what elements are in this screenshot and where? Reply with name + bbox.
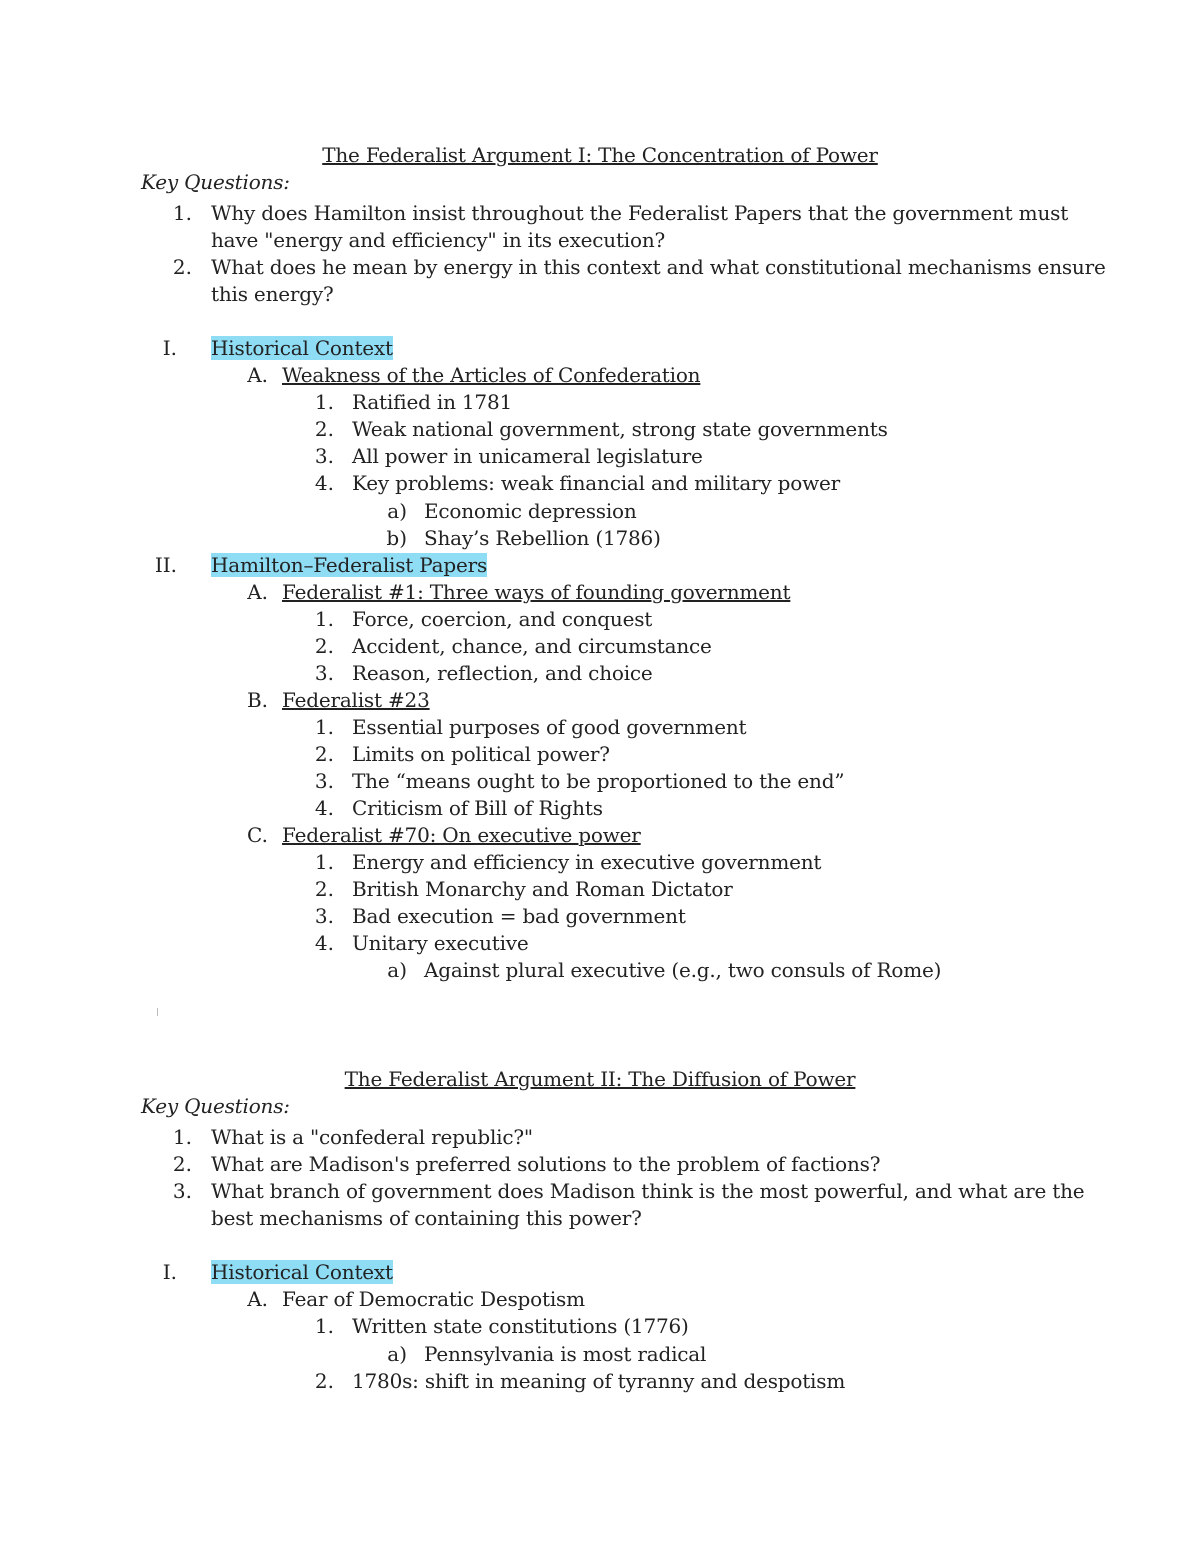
outline-subitem-letter: a) — [387, 958, 407, 982]
outline-subitem: Against plural executive (e.g., two consuls of Rome) — [424, 958, 942, 982]
highlighted-heading: Historical Context — [211, 1260, 393, 1284]
outline-item-number: 1. — [314, 607, 334, 631]
outline-item-number: 1. — [314, 715, 334, 739]
question-text: Why does Hamilton insist throughout the Federalist Papers that the government must — [211, 201, 1069, 225]
outline-letter: A. — [247, 1287, 268, 1311]
outline-item: Bad execution = bad government — [352, 904, 686, 928]
question-text: this energy? — [211, 282, 334, 306]
section1-title: The Federalist Argument I: The Concentration of Power — [322, 143, 878, 167]
outline-item: All power in unicameral legislature — [352, 444, 703, 468]
outline-item-number: 3. — [314, 904, 334, 928]
highlighted-heading: Historical Context — [211, 336, 393, 360]
outline-roman-numeral: II. — [154, 553, 177, 577]
outline-letter: A. — [247, 363, 268, 387]
outline-item: 1780s: shift in meaning of tyranny and despotism — [352, 1369, 846, 1393]
outline-item: Essential purposes of good government — [352, 715, 747, 739]
question-number: 1. — [172, 1125, 192, 1149]
outline-item-number: 4. — [314, 931, 334, 955]
key-questions-label: Key Questions: — [141, 1094, 290, 1118]
question-number: 2. — [172, 255, 192, 279]
question-text: What is a "confederal republic?" — [211, 1125, 533, 1149]
outline-item: Weak national government, strong state governments — [352, 417, 888, 441]
outline-item-number: 4. — [314, 471, 334, 495]
outline-item: Criticism of Bill of Rights — [352, 796, 603, 820]
outline-subheading: Fear of Democratic Despotism — [282, 1287, 585, 1311]
outline-roman-numeral: I. — [162, 1260, 177, 1284]
key-questions-label: Key Questions: — [141, 170, 290, 194]
outline-item-number: 1. — [314, 1314, 334, 1338]
outline-item: The “means ought to be proportioned to the end” — [352, 769, 845, 793]
outline-item: Accident, chance, and circumstance — [352, 634, 712, 658]
comment-anchor-mark — [157, 1008, 158, 1016]
outline-item: Written state constitutions (1776) — [352, 1314, 689, 1338]
question-number: 3. — [172, 1179, 192, 1203]
question-number: 2. — [172, 1152, 192, 1176]
outline-subitem-letter: b) — [386, 526, 407, 550]
outline-heading — [211, 335, 393, 362]
outline-roman-numeral: I. — [162, 336, 177, 360]
outline-subitem: Economic depression — [424, 499, 637, 523]
question-number: 1. — [172, 201, 192, 225]
outline-heading — [211, 1259, 393, 1286]
outline-item: Force, coercion, and conquest — [352, 607, 653, 631]
outline-item: Key problems: weak financial and military power — [352, 471, 841, 495]
outline-subheading: Federalist #23 — [282, 688, 430, 712]
outline-item-number: 4. — [314, 796, 334, 820]
outline-item-number: 1. — [314, 850, 334, 874]
outline-letter: C. — [247, 823, 268, 847]
outline-subheading: Federalist #70: On executive power — [282, 823, 641, 847]
outline-letter: B. — [246, 688, 268, 712]
question-text: What are Madison's preferred solutions to the problem of factions? — [211, 1152, 881, 1176]
question-text: have "energy and efficiency" in its execution? — [211, 228, 666, 252]
outline-item-number: 2. — [314, 877, 334, 901]
outline-item: Reason, reflection, and choice — [352, 661, 653, 685]
outline-item-number: 2. — [314, 417, 334, 441]
outline-item-number: 2. — [314, 742, 334, 766]
outline-item: Energy and efficiency in executive government — [352, 850, 822, 874]
question-text: What branch of government does Madison think is the most powerful, and what are the — [211, 1179, 1085, 1203]
outline-subheading: Weakness of the Articles of Confederation — [282, 363, 701, 387]
section2-title: The Federalist Argument II: The Diffusion of Power — [344, 1067, 856, 1091]
outline-item-number: 2. — [314, 634, 334, 658]
outline-item-number: 3. — [314, 769, 334, 793]
outline-letter: A. — [247, 580, 268, 604]
outline-item-number: 3. — [314, 661, 334, 685]
outline-item: Limits on political power? — [352, 742, 610, 766]
outline-subitem: Shay’s Rebellion (1786) — [424, 526, 661, 550]
outline-heading — [211, 552, 487, 579]
question-text: What does he mean by energy in this context and what constitutional mechanisms ensure — [211, 255, 1106, 279]
highlighted-heading: Hamilton–Federalist Papers — [211, 553, 488, 577]
outline-item-number: 3. — [314, 444, 334, 468]
outline-item: Ratified in 1781 — [352, 390, 513, 414]
outline-subheading: Federalist #1: Three ways of founding government — [282, 580, 791, 604]
outline-subitem-letter: a) — [387, 1342, 407, 1366]
outline-item-number: 2. — [314, 1369, 334, 1393]
outline-item: Unitary executive — [352, 931, 529, 955]
outline-subitem-letter: a) — [387, 499, 407, 523]
outline-subitem: Pennsylvania is most radical — [424, 1342, 707, 1366]
outline-item: British Monarchy and Roman Dictator — [352, 877, 733, 901]
question-text: best mechanisms of containing this power? — [211, 1206, 642, 1230]
outline-item-number: 1. — [314, 390, 334, 414]
